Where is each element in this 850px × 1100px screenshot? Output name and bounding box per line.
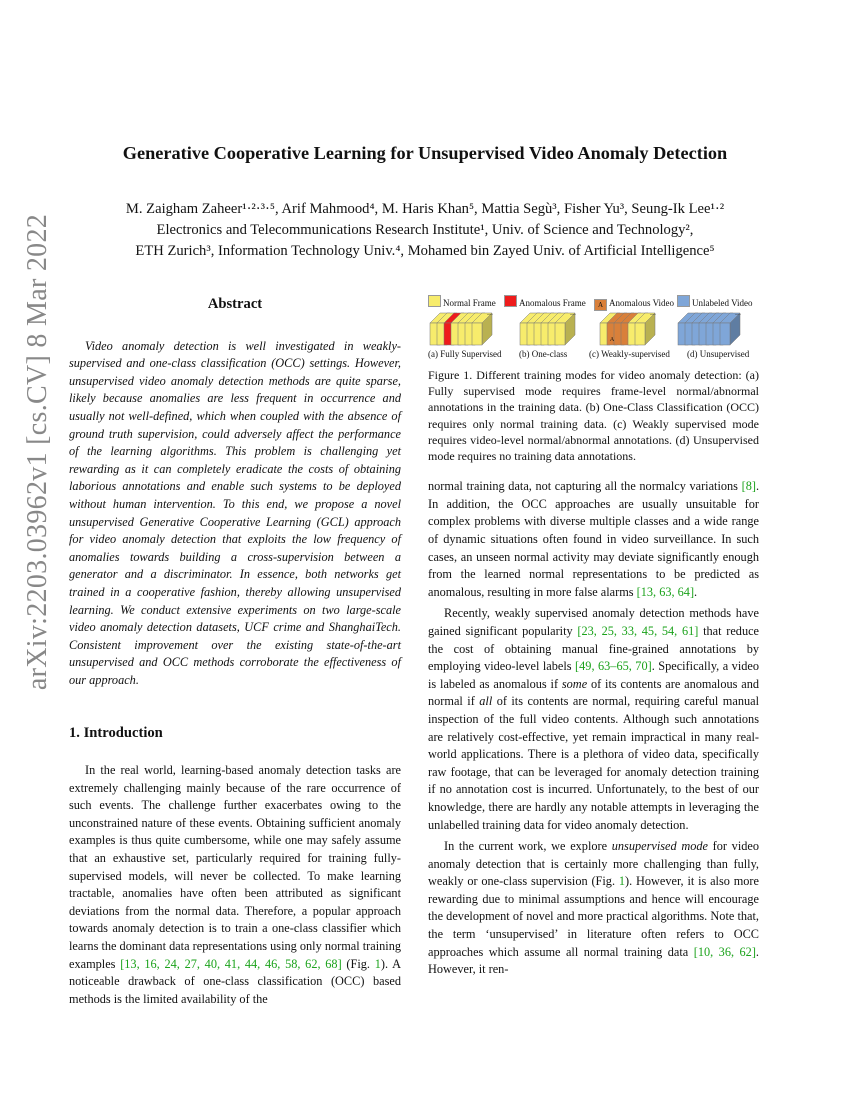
legend-unlabeled: Unlabeled Video [677, 295, 753, 313]
ellipsis-dots: ... [487, 308, 493, 317]
figure-1 [428, 290, 759, 362]
anomalous-swatch [504, 295, 517, 307]
left-column [69, 296, 401, 1008]
citation-link[interactable]: [13, 63, 64] [636, 584, 695, 599]
abstract-text: Video anomaly detection is well investigated in weakly-supervised and one-class classification (OCC) settings. However, unsupervised video anomaly detection methods are quite sparse, likely because anomalies are less frequent in occurrence and usually not well-defined, which when coupled with the absence of ground truth supervision, could adversely affect the performance of the learning algorithms. This problem is challenging yet rewarding as it can completely eradicate the costs of obtaining laborious annotations and enable such systems to be deployed without human intervention. To this end, we propose a novel unsupervised Generative Cooperative Learning (GCL) approach for video anomaly detection that exploits the low frequency of anomalies towards building a cross-supervision between a generator and a discriminator. In essence, both networks get trained in a cooperative fashion, thereby allowing unsupervised learning. We conduct extensive experiments on two large-scale video anomaly detection datasets, UCF crime and ShanghaiTech. Consistent improvement over the existing state-of-the-art unsupervised and OCC methods corroborate the effectiveness of our approach. [69, 338, 401, 687]
subcaption-a: (a) Fully Supervised [428, 349, 502, 359]
ellipsis-dots: ... [570, 308, 576, 317]
affiliations-line-2: ETH Zurich³, Information Technology Univ.⁴, Mohamed bin Zayed Univ. of Artificial Intelligence⁵ [135, 243, 715, 259]
arxiv-side-label: arXiv:2203.03962v1 [cs.CV] 8 Mar 2022 [22, 213, 53, 691]
affiliations-line-1: Electronics and Telecommunications Research Institute¹, Univ. of Science and Technology², [156, 222, 694, 238]
legend-anomalous: Anomalous Frame [504, 295, 586, 313]
subcaption-d: (d) Unsupervised [687, 349, 750, 359]
figure-ref-link[interactable]: 1 [618, 874, 625, 889]
figure-ref-link[interactable]: 1 [374, 956, 381, 971]
citation-link[interactable]: [13, 16, 24, 27, 40, 41, 44, 46, 58, 62, 68] [120, 956, 342, 971]
subcaption-c: (c) Weakly-supervised [589, 349, 670, 359]
ellipsis-dots: ... [735, 308, 741, 317]
legend-normal: Normal Frame [428, 295, 496, 313]
unlabeled-swatch [677, 295, 690, 307]
intro-paragraph: In the real world, learning-based anomaly detection tasks are extremely challenging mainly because of the rare occurrence of such events. The challenge further exacerbates owing to the unconstrained nature of these events. Obtaining sufficient anomaly examples is thus quite cumbersome, while one may safely assume that an exhaustive set, particularly required for training fully-supervised models, will never be collected. To make learning tractable, anomalies have often been attributed as significant deviations from the normal data. Therefore, a popular approach towards anomaly detection is to train a one-class classifier which learns the dominant data representations using only normal training examples [13, 16, 24, 27, 40, 41, 44, 46, 58, 62, 68] (Fig. 1). A noticeable drawback of one-class classification (OCC) based methods is the limited availability of the [69, 763, 401, 1006]
anomalous-video-mark: A [609, 337, 615, 343]
citation-link[interactable]: [10, 36, 62] [693, 944, 756, 959]
right-paragraph-3: In the current work, we explore unsupervised mode for video anomaly detection that is certainly more challenging than fully, weakly or one-class supervision (Fig. 1). However, it is also more rewarding due to minimal assumptions and hence will encourage the development of novel and more practical algorithms. Note that, the term ‘unsupervised’ in literature often refers to OCC approaches which assume all normal training data [10, 36, 62]. However, it ren- [428, 839, 759, 977]
right-paragraph-2: Recently, weakly supervised anomaly detection methods have gained significant popularity [23, 25, 33, 45, 54, 61] that reduce the cost of obtaining manual fine-grained annotations by employing video-level labels [49, 63–65, 70]. Specifically, a video is labeled as anomalous if some of its contents are anomalous and normal if all of its contents are normal, requiring careful manual inspection of the full video contents. Although such annotations are relatively cost-effective, yet remain impractical in many real-world applications. There is a plethora of video data, specifically raw footage, that can be leveraged for anomaly detection training if no annotation cost is incurred. Unfortunately, to the best of our knowledge, there are hardly any notable attempts in leveraging the unlabelled training data for video anomaly detection. [428, 606, 760, 832]
normal-swatch [428, 295, 441, 307]
citation-link[interactable]: [8] [741, 479, 756, 494]
introduction-heading: 1. Introduction [69, 725, 163, 742]
legend-anomalous-video: A Anomalous Video [594, 295, 674, 313]
ellipsis-dots: ... [650, 308, 656, 317]
paper-title: Generative Cooperative Learning for Unsupervised Video Anomaly Detection [122, 143, 728, 163]
abstract-heading: Abstract [207, 296, 263, 312]
anomalous-video-swatch: A [594, 299, 607, 311]
author-block [40, 199, 810, 262]
right-column [428, 290, 759, 979]
right-paragraph-1: normal training data, not capturing all the normalcy variations [8]. In addition, the OCC approaches are usually unsuitable for complex problems with diverse multiple classes and a wide range of dynamic situations often found in video surveillance. In such cases, an unseen normal activity may deviate significantly enough from the learned normal representations to be predicted as anomalous, resulting in more false alarms [13, 63, 64]. [428, 479, 760, 599]
citation-link[interactable]: [49, 63–65, 70] [575, 659, 652, 674]
author-names: M. Zaigham Zaheer¹·²·³·⁵, Arif Mahmood⁴, M. Haris Khan⁵, Mattia Segù³, Fisher Yu³, Seung-Ik Lee¹·² [125, 201, 725, 217]
subcaption-b: (b) One-class [519, 349, 568, 359]
figure-1-caption: Figure 1. Different training modes for video anomaly detection: (a) Fully supervised mode requires frame-level normal/abnormal annotations in the training data. (b) One-Class Classification (OCC) requires only normal training data. (c) Weakly supervised mode requires video-level normal/abnormal annotations. (d) Unsupervised mode requires no training data annotations. [428, 368, 759, 464]
citation-link[interactable]: [23, 25, 33, 45, 54, 61] [577, 623, 699, 638]
